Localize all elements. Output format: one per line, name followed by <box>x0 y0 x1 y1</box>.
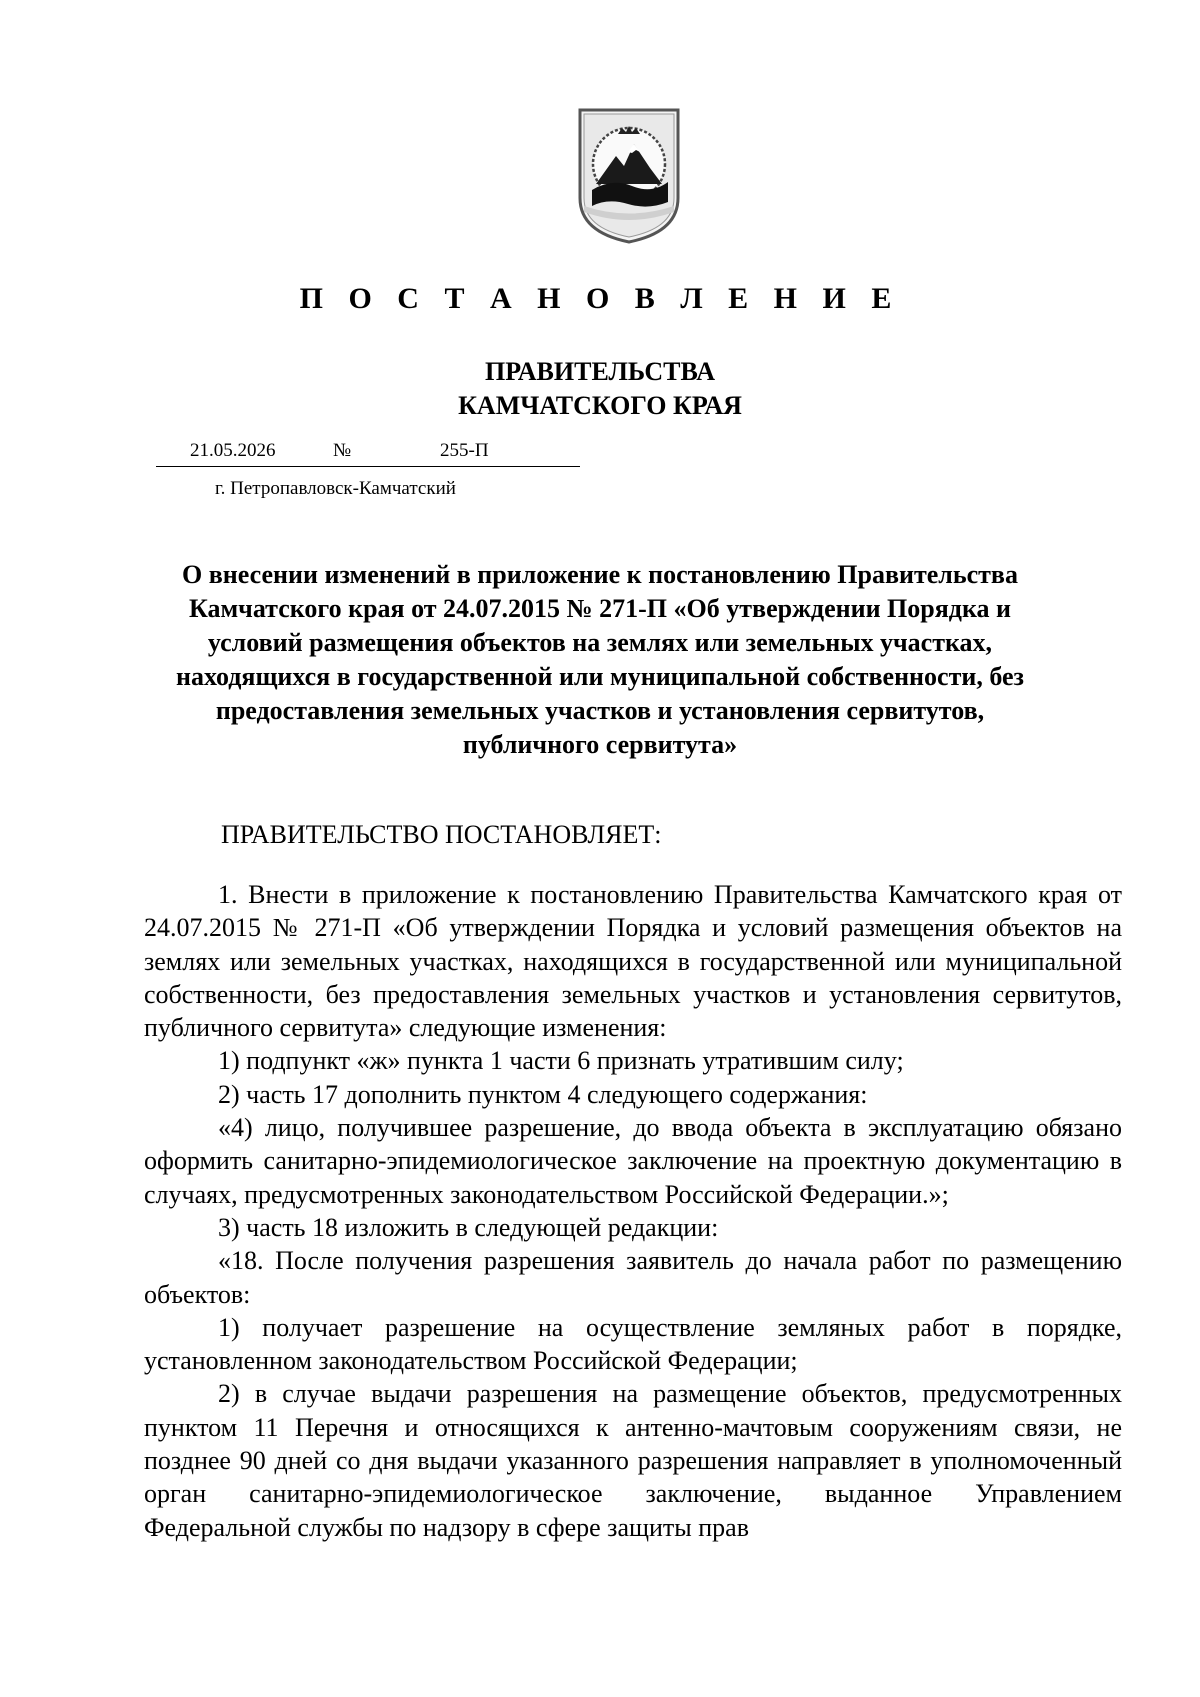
body-paragraph: «18. После получения разрешения заявитель до начала работ по размещению объектов: <box>144 1246 1122 1309</box>
body-paragraph: 1) получает разрешение на осуществление земляных работ в порядке, установленном законодательством Российской Федерации; <box>144 1312 1122 1376</box>
body-paragraph: 1. Внести в приложение к постановлению Правительства Камчатского края от 24.07.2015 № 271-П «Об утверждении Порядка и условий размещения объектов на землях или земельных участках, находящихся в государственной или муниципальной собственности, без предоставления земельных участков и установления сервитутов, публичного сервитута» следующие изменения: <box>144 880 1122 1043</box>
body-paragraph: 2) часть 17 дополнить пунктом 4 следующего содержания: <box>218 1079 868 1109</box>
issue-place: г. Петропавловск-Камчатский <box>215 478 456 499</box>
body-paragraph: 1) подпункт «ж» пункта 1 части 6 признать утратившим силу; <box>218 1046 904 1076</box>
requisites-underline <box>156 465 580 467</box>
title-line: Камчатского края от 24.07.2015 № 271-П «Об утверждении Порядка и <box>188 594 1012 623</box>
document-body <box>144 878 1122 1544</box>
document-date: 21.05.2026 <box>190 440 276 461</box>
body-paragraph: «4) лицо, получившее разрешение, до ввода объекта в эксплуатацию обязано оформить санитарно-эпидемиологическое заключение на проектную документацию в случаях, предусмотренных законодательством Российской Федерации.»; <box>144 1113 1122 1209</box>
authority-line: КАМЧАТСКОГО КРАЯ <box>458 391 742 420</box>
body-paragraph: 2) в случае выдачи разрешения на размещение объектов, предусмотренных пунктом 11 Перечня и относящихся к антенно-мачтовым сооружениям связи, не позднее 90 дней со дня выдачи указанного разрешения направляет в уполномоченный орган санитарно-эпидемиологическое заключение, выданное Управлением Федеральной службы по надзору в сфере защиты прав <box>144 1379 1122 1542</box>
body-paragraph: 3) часть 18 изложить в следующей редакции: <box>218 1212 719 1242</box>
document-title <box>130 558 1070 762</box>
title-line: условий размещения объектов на землях или земельных участках, <box>207 628 993 657</box>
resolution-clause: ПРАВИТЕЛЬСТВО ПОСТАНОВЛЯЕТ: <box>221 820 662 849</box>
title-line: предоставления земельных участков и установления сервитутов, <box>215 696 985 725</box>
issuing-authority <box>0 355 1200 423</box>
document-number: 255-П <box>440 440 489 461</box>
authority-line: ПРАВИТЕЛЬСТВА <box>485 357 715 386</box>
title-line: О внесении изменений в приложение к постановлению Правительства <box>182 560 1018 589</box>
title-line: публичного сервитута» <box>462 730 738 759</box>
number-sign: № <box>333 440 352 461</box>
kamchatka-coat-of-arms-emblem <box>576 106 682 244</box>
document-type-heading: П О С Т А Н О В Л Е Н И Е <box>299 282 901 315</box>
title-line: находящихся в государственной или муниципальной собственности, без <box>176 662 1024 691</box>
